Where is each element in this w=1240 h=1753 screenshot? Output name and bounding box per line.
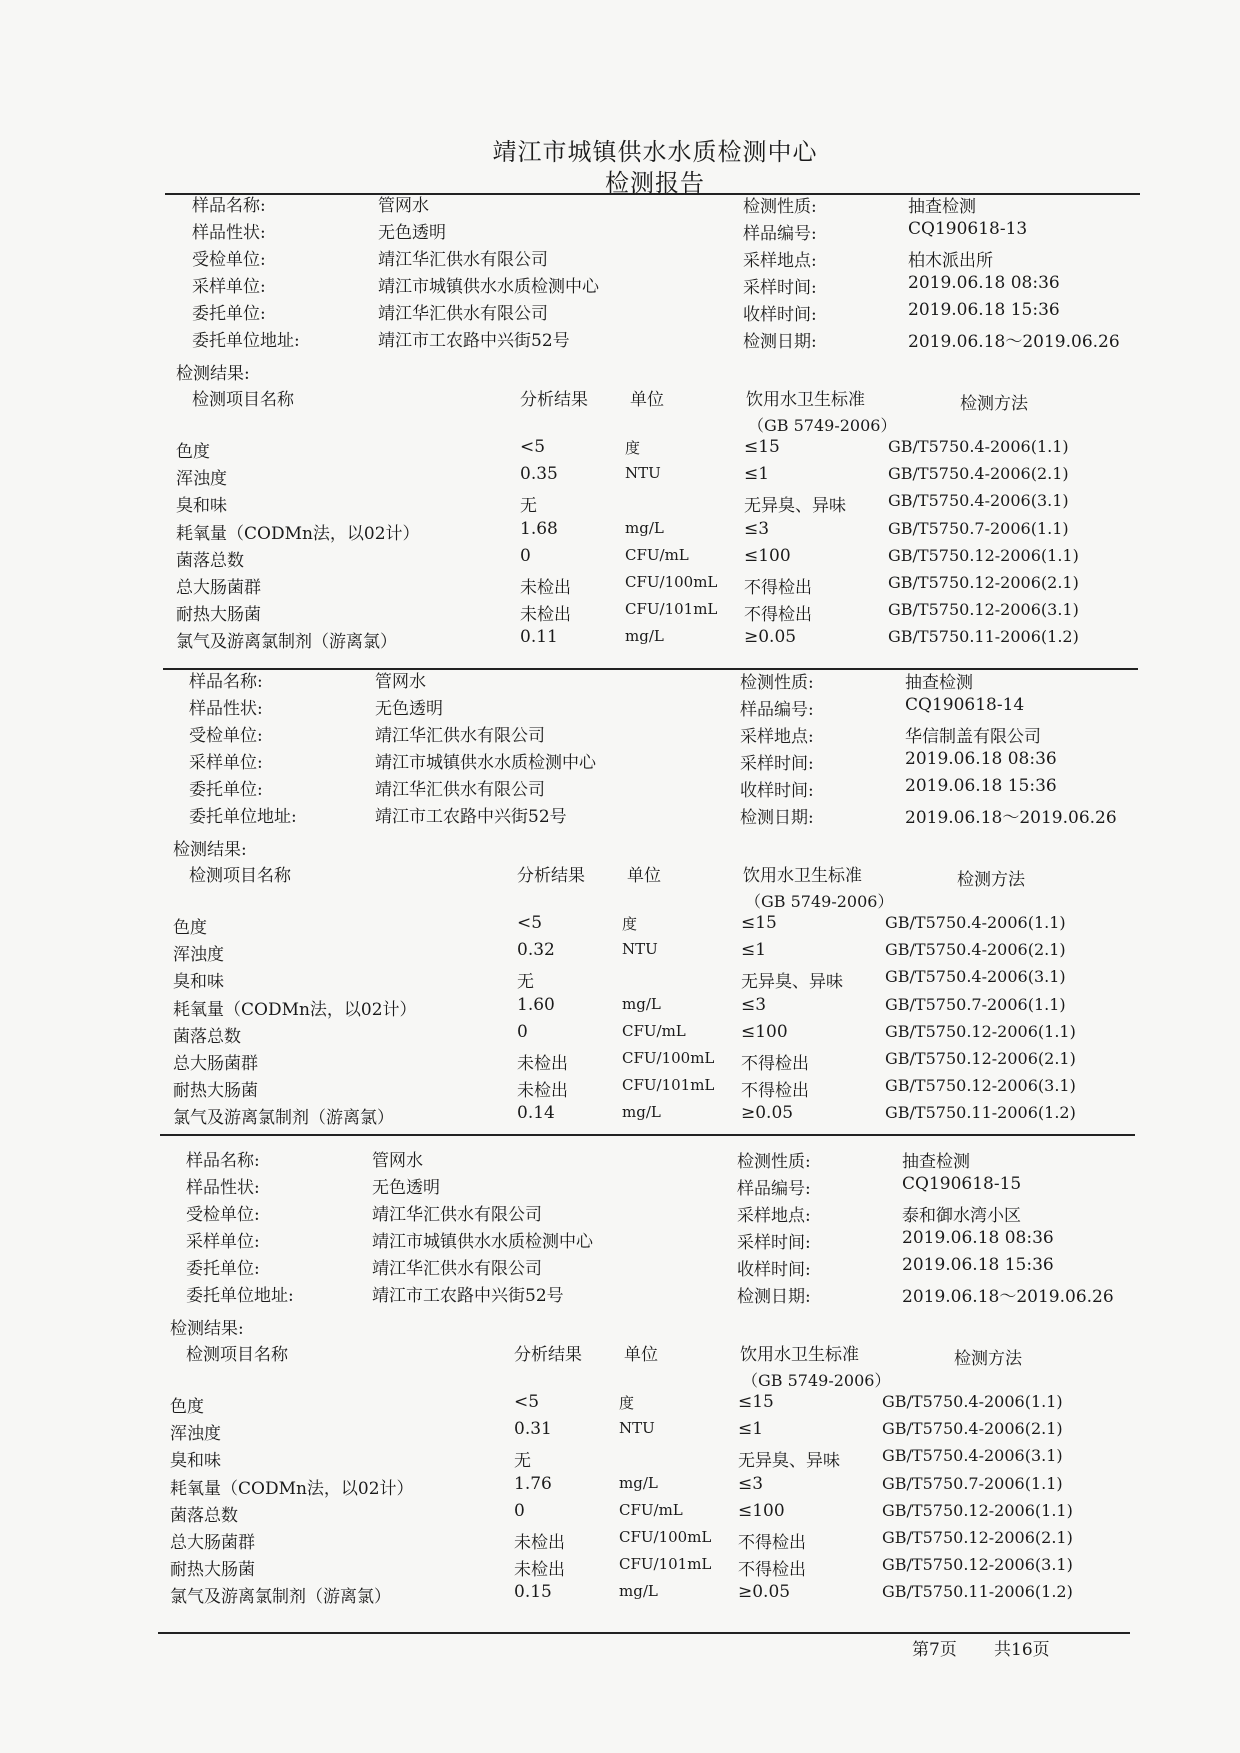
info-label-sample-appearance: 样品性状: <box>189 699 263 719</box>
table-row <box>162 1528 1162 1552</box>
item-standard: 不得检出 <box>741 1054 809 1074</box>
table-row <box>168 627 1168 651</box>
item-method: GB/T5750.12-2006(3.1) <box>885 1076 1076 1096</box>
info-value-test-nature: 抽查检测 <box>908 197 976 217</box>
header-method: 检测方法 <box>957 870 1025 890</box>
item-method: GB/T5750.4-2006(1.1) <box>882 1392 1063 1411</box>
header-result: 分析结果 <box>514 1345 582 1365</box>
table-row <box>168 573 1168 597</box>
item-result: 未检出 <box>517 1054 568 1074</box>
info-label-sample-appearance: 样品性状: <box>186 1178 260 1198</box>
item-standard: 不得检出 <box>738 1560 806 1581</box>
item-standard: ≤1 <box>744 464 770 485</box>
table-row <box>162 1501 1162 1525</box>
table-row <box>165 995 1165 1019</box>
info-label-sample-no: 样品编号: <box>740 700 814 720</box>
results-label: 检测结果: <box>170 1319 244 1339</box>
info-label-sample-name: 样品名称: <box>189 672 263 692</box>
item-name: 总大肠菌群 <box>170 1533 255 1553</box>
item-method: GB/T5750.12-2006(1.1) <box>882 1500 1073 1520</box>
item-result: 未检出 <box>514 1533 565 1553</box>
page-total: 共16页 <box>994 1640 1050 1660</box>
item-unit: mg/L <box>619 1473 658 1492</box>
item-method: GB/T5750.7-2006(1.1) <box>882 1473 1063 1493</box>
item-unit: CFU/101mL <box>619 1555 712 1574</box>
info-value-test-date: 2019.06.18～2019.06.26 <box>908 332 1120 352</box>
item-standard: 不得检出 <box>741 1081 809 1102</box>
item-result: 0 <box>514 1500 525 1521</box>
header-standard: 饮用水卫生标准 <box>740 1345 859 1365</box>
item-standard: ≤3 <box>744 518 770 539</box>
info-label-test-date: 检测日期: <box>737 1287 811 1307</box>
sample-section <box>168 193 1168 663</box>
info-value-sampling-time: 2019.06.18 08:36 <box>908 273 1060 293</box>
info-value-sample-name: 管网水 <box>372 1151 423 1171</box>
info-label-sample-name: 样品名称: <box>192 196 266 216</box>
item-name: 臭和味 <box>173 972 224 993</box>
item-unit: NTU <box>625 464 661 483</box>
info-label-sampling-site: 采样地点: <box>737 1206 811 1226</box>
info-label-test-date: 检测日期: <box>740 808 814 828</box>
info-label-client-address: 委托单位地址: <box>189 807 297 827</box>
info-label-client-address: 委托单位地址: <box>192 331 300 351</box>
item-standard: ≤1 <box>738 1419 764 1440</box>
item-standard: 不得检出 <box>744 605 812 626</box>
info-value-sampling-time: 2019.06.18 08:36 <box>902 1228 1054 1248</box>
info-value-receipt-time: 2019.06.18 15:36 <box>905 776 1057 796</box>
info-value-sampling-site: 泰和御水湾小区 <box>902 1206 1021 1226</box>
item-method: GB/T5750.12-2006(1.1) <box>885 1021 1076 1041</box>
info-value-client-address: 靖江市工农路中兴街52号 <box>375 807 567 827</box>
item-unit: mg/L <box>622 994 661 1013</box>
item-result: 1.60 <box>517 994 555 1015</box>
info-label-inspected-unit: 受检单位: <box>189 726 263 746</box>
info-value-sampling-unit: 靖江市城镇供水水质检测中心 <box>378 277 599 297</box>
item-result: 0.31 <box>514 1419 552 1440</box>
info-value-inspected-unit: 靖江华汇供水有限公司 <box>378 250 548 270</box>
info-value-receipt-time: 2019.06.18 15:36 <box>908 300 1060 320</box>
info-value-client: 靖江华汇供水有限公司 <box>372 1259 542 1279</box>
info-value-sample-name: 管网水 <box>378 196 429 216</box>
item-method: GB/T5750.12-2006(3.1) <box>888 600 1079 620</box>
item-method: GB/T5750.12-2006(3.1) <box>882 1555 1073 1575</box>
item-standard: ≤3 <box>741 994 767 1015</box>
info-value-sample-no: CQ190618-14 <box>905 695 1025 715</box>
info-value-client: 靖江华汇供水有限公司 <box>375 780 545 800</box>
header-standard-ref: （GB 5749-2006） <box>742 1371 891 1390</box>
table-row <box>165 1049 1165 1073</box>
info-label-inspected-unit: 受检单位: <box>186 1205 260 1225</box>
table-row <box>168 437 1168 461</box>
item-method: GB/T5750.7-2006(1.1) <box>888 518 1069 538</box>
item-result: <5 <box>514 1392 540 1412</box>
item-result: 0.14 <box>517 1103 555 1124</box>
item-name: 总大肠菌群 <box>173 1054 258 1074</box>
item-name: 菌落总数 <box>170 1505 238 1526</box>
item-standard: ≥0.05 <box>738 1582 791 1603</box>
page-number: 第7页 <box>912 1640 957 1660</box>
header-standard: 饮用水卫生标准 <box>743 866 862 886</box>
item-standard: ≤100 <box>744 545 791 566</box>
info-label-sample-no: 样品编号: <box>737 1179 811 1199</box>
header-item-name: 检测项目名称 <box>192 390 294 410</box>
header-result: 分析结果 <box>520 390 588 410</box>
info-value-sample-no: CQ190618-15 <box>902 1174 1022 1194</box>
item-unit: mg/L <box>622 1103 661 1122</box>
table-row <box>165 1076 1165 1100</box>
org-title: 靖江市城镇供水水质检测中心 <box>492 138 818 166</box>
item-result: 1.76 <box>514 1473 552 1494</box>
table-row <box>165 967 1165 991</box>
item-standard: ≥0.05 <box>741 1103 794 1124</box>
item-method: GB/T5750.12-2006(2.1) <box>888 573 1079 592</box>
item-name: 总大肠菌群 <box>176 578 261 598</box>
info-label-sampling-site: 采样地点: <box>743 251 817 271</box>
item-unit: CFU/100mL <box>622 1049 715 1067</box>
results-label: 检测结果: <box>173 840 247 860</box>
item-method: GB/T5750.12-2006(2.1) <box>885 1049 1076 1068</box>
table-row <box>165 940 1165 964</box>
header-result: 分析结果 <box>517 866 585 886</box>
item-method: GB/T5750.11-2006(1.2) <box>882 1582 1073 1602</box>
item-unit: 度 <box>622 915 638 933</box>
item-result: 未检出 <box>520 578 571 598</box>
sample-section <box>162 1148 1162 1618</box>
info-value-sample-no: CQ190618-13 <box>908 219 1028 239</box>
item-result: 未检出 <box>514 1560 565 1581</box>
item-unit: CFU/mL <box>625 545 689 564</box>
info-value-sampling-site: 华信制盖有限公司 <box>905 727 1041 747</box>
info-value-sample-appearance: 无色透明 <box>378 223 446 243</box>
info-label-sampling-unit: 采样单位: <box>192 277 266 297</box>
info-label-sampling-unit: 采样单位: <box>186 1232 260 1252</box>
table-row <box>168 600 1168 624</box>
item-standard: ≤15 <box>738 1392 774 1412</box>
item-result: 0.11 <box>520 627 558 648</box>
info-value-sampling-time: 2019.06.18 08:36 <box>905 749 1057 769</box>
info-value-sampling-unit: 靖江市城镇供水水质检测中心 <box>372 1232 593 1252</box>
item-result: 0.35 <box>520 464 558 485</box>
item-method: GB/T5750.4-2006(3.1) <box>882 1446 1063 1466</box>
table-row <box>162 1474 1162 1498</box>
info-label-sampling-time: 采样时间: <box>743 278 817 298</box>
item-result: 1.68 <box>520 518 558 539</box>
item-method: GB/T5750.11-2006(1.2) <box>885 1103 1076 1123</box>
info-value-client-address: 靖江市工农路中兴街52号 <box>378 331 570 351</box>
item-method: GB/T5750.7-2006(1.1) <box>885 994 1066 1014</box>
item-method: GB/T5750.4-2006(3.1) <box>885 967 1066 987</box>
info-label-test-nature: 检测性质: <box>740 673 814 693</box>
header-standard: 饮用水卫生标准 <box>746 390 865 410</box>
info-value-test-nature: 抽查检测 <box>902 1152 970 1172</box>
item-name: 色度 <box>176 442 210 462</box>
table-row <box>168 464 1168 488</box>
item-result: <5 <box>520 437 546 457</box>
header-method: 检测方法 <box>960 394 1028 414</box>
item-unit: CFU/100mL <box>625 573 718 591</box>
item-result: 无 <box>514 1451 531 1472</box>
info-value-sample-name: 管网水 <box>375 672 426 692</box>
results-label: 检测结果: <box>176 364 250 384</box>
table-row <box>162 1582 1162 1606</box>
item-standard: 不得检出 <box>744 578 812 598</box>
item-result: 无 <box>517 972 534 993</box>
table-row <box>168 546 1168 570</box>
table-row <box>165 1103 1165 1127</box>
header-unit: 单位 <box>630 390 664 410</box>
info-label-sample-name: 样品名称: <box>186 1151 260 1171</box>
item-name: 氯气及游离氯制剂（游离氯） <box>170 1587 391 1608</box>
header-item-name: 检测项目名称 <box>186 1345 288 1365</box>
item-method: GB/T5750.12-2006(1.1) <box>888 545 1079 565</box>
item-method: GB/T5750.12-2006(2.1) <box>882 1528 1073 1547</box>
item-name: 耗氧量（CODMn法，以02计） <box>170 1478 414 1499</box>
item-unit: 度 <box>619 1394 635 1412</box>
header-standard-ref: （GB 5749-2006） <box>748 416 897 435</box>
info-label-sampling-time: 采样时间: <box>740 754 814 774</box>
footer-rule <box>158 1632 1130 1634</box>
item-result: 0.15 <box>514 1582 552 1603</box>
item-unit: NTU <box>619 1419 655 1438</box>
info-value-sample-appearance: 无色透明 <box>372 1178 440 1198</box>
info-label-client-address: 委托单位地址: <box>186 1286 294 1306</box>
item-result: 0 <box>520 545 531 566</box>
item-result: 未检出 <box>517 1081 568 1102</box>
item-result: 未检出 <box>520 605 571 626</box>
item-name: 氯气及游离氯制剂（游离氯） <box>176 632 397 653</box>
item-name: 臭和味 <box>170 1451 221 1472</box>
table-row <box>162 1446 1162 1470</box>
info-label-sample-no: 样品编号: <box>743 224 817 244</box>
item-name: 浑浊度 <box>176 469 227 490</box>
item-method: GB/T5750.4-2006(1.1) <box>885 913 1066 932</box>
item-name: 耐热大肠菌 <box>170 1560 255 1581</box>
item-result: 0 <box>517 1021 528 1042</box>
info-label-client: 委托单位: <box>192 304 266 324</box>
report-title: 检测报告 <box>605 169 705 197</box>
item-method: GB/T5750.4-2006(3.1) <box>888 491 1069 511</box>
header-unit: 单位 <box>624 1345 658 1365</box>
info-label-inspected-unit: 受检单位: <box>192 250 266 270</box>
table-row <box>162 1419 1162 1443</box>
item-name: 菌落总数 <box>173 1026 241 1047</box>
info-label-client: 委托单位: <box>189 780 263 800</box>
table-row <box>168 491 1168 515</box>
item-unit: CFU/mL <box>622 1021 686 1040</box>
item-result: 0.32 <box>517 940 555 961</box>
info-label-receipt-time: 收样时间: <box>743 305 817 325</box>
info-label-receipt-time: 收样时间: <box>737 1260 811 1280</box>
table-row <box>165 1022 1165 1046</box>
item-unit: mg/L <box>625 518 664 537</box>
info-label-sampling-unit: 采样单位: <box>189 753 263 773</box>
item-name: 色度 <box>173 918 207 938</box>
table-row <box>162 1392 1162 1416</box>
info-value-inspected-unit: 靖江华汇供水有限公司 <box>375 726 545 746</box>
item-name: 臭和味 <box>176 496 227 517</box>
item-standard: ≤15 <box>741 913 777 933</box>
info-label-test-nature: 检测性质: <box>737 1152 811 1172</box>
item-standard: 不得检出 <box>738 1533 806 1553</box>
item-name: 色度 <box>170 1397 204 1417</box>
item-standard: 无异臭、异味 <box>744 496 846 517</box>
header-standard-ref: （GB 5749-2006） <box>745 892 894 911</box>
item-name: 耐热大肠菌 <box>173 1081 258 1102</box>
info-value-test-nature: 抽查检测 <box>905 673 973 693</box>
item-standard: ≤100 <box>738 1500 785 1521</box>
header-item-name: 检测项目名称 <box>189 866 291 886</box>
item-standard: ≥0.05 <box>744 627 797 648</box>
info-label-sample-appearance: 样品性状: <box>192 223 266 243</box>
item-method: GB/T5750.11-2006(1.2) <box>888 627 1079 647</box>
info-value-client-address: 靖江市工农路中兴街52号 <box>372 1286 564 1306</box>
item-standard: ≤100 <box>741 1021 788 1042</box>
item-name: 菌落总数 <box>176 550 244 571</box>
item-name: 耐热大肠菌 <box>176 605 261 626</box>
item-unit: mg/L <box>619 1582 658 1601</box>
item-unit: CFU/100mL <box>619 1528 712 1546</box>
info-label-test-nature: 检测性质: <box>743 197 817 217</box>
item-name: 浑浊度 <box>173 945 224 966</box>
item-method: GB/T5750.4-2006(1.1) <box>888 437 1069 456</box>
item-result: 无 <box>520 496 537 517</box>
item-name: 耗氧量（CODMn法，以02计） <box>173 999 417 1020</box>
info-label-sampling-time: 采样时间: <box>737 1233 811 1253</box>
item-result: <5 <box>517 913 543 933</box>
item-standard: ≤1 <box>741 940 767 961</box>
info-value-sampling-unit: 靖江市城镇供水水质检测中心 <box>375 753 596 773</box>
header-unit: 单位 <box>627 866 661 886</box>
info-value-inspected-unit: 靖江华汇供水有限公司 <box>372 1205 542 1225</box>
item-name: 耗氧量（CODMn法，以02计） <box>176 523 420 544</box>
item-unit: 度 <box>625 439 641 457</box>
info-value-test-date: 2019.06.18～2019.06.26 <box>905 808 1117 828</box>
info-label-test-date: 检测日期: <box>743 332 817 352</box>
table-row <box>162 1555 1162 1579</box>
item-standard: ≤15 <box>744 437 780 457</box>
item-method: GB/T5750.4-2006(2.1) <box>882 1419 1063 1439</box>
info-label-sampling-site: 采样地点: <box>740 727 814 747</box>
info-value-test-date: 2019.06.18～2019.06.26 <box>902 1287 1114 1307</box>
item-unit: mg/L <box>625 627 664 646</box>
item-standard: 无异臭、异味 <box>738 1451 840 1472</box>
item-unit: CFU/101mL <box>622 1076 715 1095</box>
sample-section <box>165 669 1165 1139</box>
item-name: 氯气及游离氯制剂（游离氯） <box>173 1108 394 1129</box>
info-label-client: 委托单位: <box>186 1259 260 1279</box>
item-unit: NTU <box>622 940 658 959</box>
header-method: 检测方法 <box>954 1349 1022 1369</box>
info-value-client: 靖江华汇供水有限公司 <box>378 304 548 324</box>
info-value-sampling-site: 柏木派出所 <box>908 251 993 271</box>
item-unit: CFU/101mL <box>625 600 718 619</box>
info-value-receipt-time: 2019.06.18 15:36 <box>902 1255 1054 1275</box>
item-standard: 无异臭、异味 <box>741 972 843 993</box>
table-row <box>165 913 1165 937</box>
item-unit: CFU/mL <box>619 1500 683 1519</box>
item-method: GB/T5750.4-2006(2.1) <box>885 940 1066 960</box>
table-row <box>168 519 1168 543</box>
item-standard: ≤3 <box>738 1473 764 1494</box>
item-method: GB/T5750.4-2006(2.1) <box>888 464 1069 484</box>
item-name: 浑浊度 <box>170 1424 221 1445</box>
info-value-sample-appearance: 无色透明 <box>375 699 443 719</box>
info-label-receipt-time: 收样时间: <box>740 781 814 801</box>
section-rule <box>160 1134 1135 1136</box>
